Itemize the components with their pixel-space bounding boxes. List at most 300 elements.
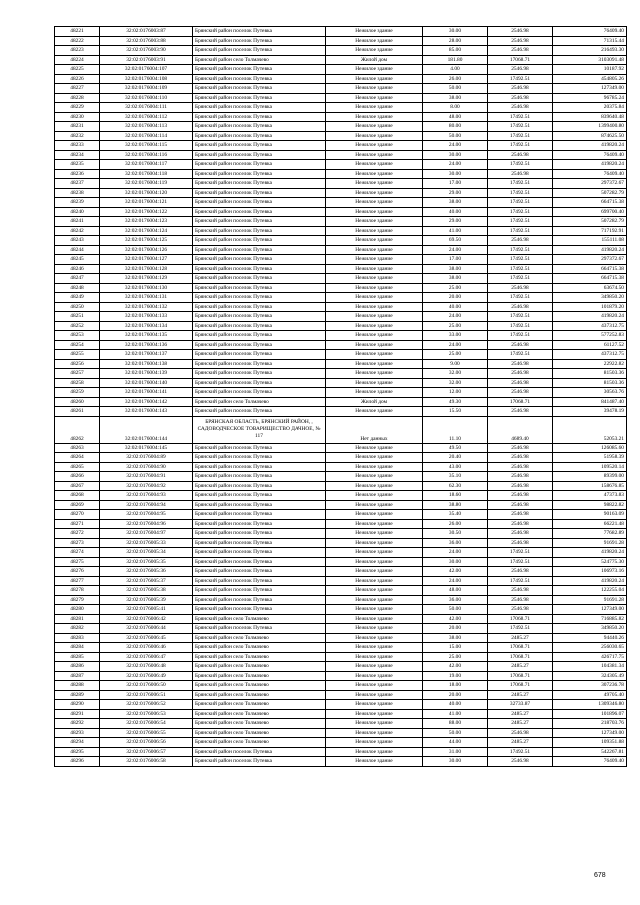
table-row: [55, 728, 627, 738]
table-row: [55, 188, 627, 198]
object-type-cell: Нежилое здание: [326, 605, 423, 615]
table-row: [55, 738, 627, 748]
cadastral-number-cell: 32:02:0176004:96: [100, 519, 193, 529]
table-row: [55, 643, 627, 653]
cadastral-rate-cell: 2546.98: [488, 529, 553, 539]
object-type-cell: Нежилое здание: [326, 27, 423, 37]
cadastral-value-cell: 127349.00: [553, 605, 627, 615]
table-row: [55, 217, 627, 227]
cadastral-value-cell: 349850.20: [553, 293, 627, 303]
table-row: [55, 340, 627, 350]
row-number-cell: 48258: [55, 378, 100, 388]
area-cell: 42.00: [423, 614, 488, 624]
row-number-cell: 48272: [55, 529, 100, 539]
cadastral-rate-cell: 2546.98: [488, 302, 553, 312]
cadastral-rate-cell: 2546.98: [488, 443, 553, 453]
row-number-cell: 48286: [55, 662, 100, 672]
cadastral-value-cell: 122255.04: [553, 586, 627, 596]
object-type-cell: Нежилое здание: [326, 122, 423, 132]
row-number-cell: 48266: [55, 472, 100, 482]
table-row: [55, 359, 627, 369]
cadastral-rate-cell: 2546.98: [488, 359, 553, 369]
row-number-cell: 48270: [55, 510, 100, 520]
cadastral-value-cell: 349850.20: [553, 624, 627, 634]
object-type-cell: Нежилое здание: [326, 538, 423, 548]
cadastral-number-cell: 32:02:0176004:117: [100, 160, 193, 170]
cadastral-value-cell: 127349.00: [553, 728, 627, 738]
cadastral-value-cell: 524775.30: [553, 557, 627, 567]
cadastral-number-cell: 32:02:0176004:137: [100, 350, 193, 360]
cadastral-number-cell: 32:02:0176004:128: [100, 264, 193, 274]
area-cell: 31.00: [423, 747, 488, 757]
cadastral-number-cell: 32:02:0176006:54: [100, 719, 193, 729]
cadastral-rate-cell: 2546.98: [488, 103, 553, 113]
cadastral-rate-cell: 2546.98: [488, 340, 553, 350]
cadastral-number-cell: 32:02:0176004:91: [100, 472, 193, 482]
area-cell: 85.00: [423, 46, 488, 56]
cadastral-number-cell: 32:02:0176004:139: [100, 369, 193, 379]
row-number-cell: 48296: [55, 757, 100, 767]
cadastral-value-cell: 61127.52: [553, 340, 627, 350]
table-row: [55, 312, 627, 322]
cadastral-number-cell: 32:02:0176006:47: [100, 652, 193, 662]
object-type-cell: Нет данных: [326, 416, 423, 443]
row-number-cell: 48232: [55, 131, 100, 141]
row-number-cell: 48221: [55, 27, 100, 37]
address-cell: Брянский район поселок Путевка: [193, 595, 326, 605]
object-type-cell: Нежилое здание: [326, 283, 423, 293]
cadastral-value-cell: 419820.24: [553, 160, 627, 170]
object-type-cell: Нежилое здание: [326, 169, 423, 179]
table-row: [55, 567, 627, 577]
table-row: [55, 160, 627, 170]
cadastral-value-cell: 101879.20: [553, 302, 627, 312]
table-row: [55, 700, 627, 710]
area-cell: 38.00: [423, 198, 488, 208]
cadastral-number-cell: 32:02:0176003:90: [100, 46, 193, 56]
cadastral-value-cell: 419820.24: [553, 576, 627, 586]
cadastral-rate-cell: 2546.98: [488, 491, 553, 501]
cadastral-number-cell: 32:02:0176004:97: [100, 529, 193, 539]
cadastral-value-cell: 71315.44: [553, 36, 627, 46]
area-cell: 38.80: [423, 500, 488, 510]
cadastral-rate-cell: 17492.51: [488, 179, 553, 189]
cadastral-value-cell: 109520.14: [553, 462, 627, 472]
table-row: [55, 397, 627, 407]
cadastral-value-cell: 22922.82: [553, 359, 627, 369]
cadastral-rate-cell: 17492.51: [488, 274, 553, 284]
area-cell: 29.00: [423, 188, 488, 198]
table-row: [55, 576, 627, 586]
address-cell: Брянский район поселок Путевка: [193, 141, 326, 151]
cadastral-rate-cell: 17492.51: [488, 264, 553, 274]
cadastral-rate-cell: 17492.51: [488, 624, 553, 634]
address-cell: БРЯНСКАЯ ОБЛАСТЬ, БРЯНСКИЙ РАЙОН, , САДОВОДЧЕСКОЕ ТОВАРИЩЕСТВО ДАЧНОЕ, № 117: [193, 416, 326, 443]
cadastral-rate-cell: 2546.98: [488, 27, 553, 37]
cadastral-rate-cell: 2546.98: [488, 595, 553, 605]
row-number-cell: 48226: [55, 74, 100, 84]
cadastral-value-cell: 324305.49: [553, 671, 627, 681]
cadastral-rate-cell: 17492.51: [488, 141, 553, 151]
object-type-cell: Нежилое здание: [326, 500, 423, 510]
table-row: [55, 179, 627, 189]
cadastral-number-cell: 32:02:0176004:119: [100, 179, 193, 189]
object-type-cell: Нежилое здание: [326, 150, 423, 160]
cadastral-rate-cell: 17492.51: [488, 350, 553, 360]
cadastral-number-cell: 32:02:0176004:123: [100, 217, 193, 227]
row-number-cell: 48234: [55, 150, 100, 160]
area-cell: 15.50: [423, 407, 488, 417]
cadastral-number-cell: 32:02:0176004:124: [100, 226, 193, 236]
object-type-cell: Нежилое здание: [326, 519, 423, 529]
row-number-cell: 48259: [55, 388, 100, 398]
cadastral-number-cell: 32:02:0176004:127: [100, 255, 193, 265]
cadastral-number-cell: 32:02:0176004:133: [100, 312, 193, 322]
address-cell: Брянский район поселок Путевка: [193, 567, 326, 577]
object-type-cell: Нежилое здание: [326, 359, 423, 369]
cadastral-rate-cell: 4689.40: [488, 416, 553, 443]
cadastral-number-cell: 32:02:0176005:33: [100, 538, 193, 548]
address-cell: Брянский район поселок Путевка: [193, 207, 326, 217]
table-row: [55, 757, 627, 767]
cadastral-number-cell: 32:02:0176005:41: [100, 605, 193, 615]
row-number-cell: 48241: [55, 217, 100, 227]
row-number-cell: 48289: [55, 690, 100, 700]
cadastral-rate-cell: 17492.51: [488, 312, 553, 322]
cadastral-value-cell: 297372.67: [553, 179, 627, 189]
cadastral-rate-cell: 17492.51: [488, 245, 553, 255]
address-cell: Брянский район поселок Путевка: [193, 369, 326, 379]
address-cell: Брянский район поселок Путевка: [193, 198, 326, 208]
address-cell: Брянский район поселок Путевка: [193, 331, 326, 341]
cadastral-number-cell: 32:02:0176004:125: [100, 236, 193, 246]
cadastral-number-cell: 32:02:0176004:145: [100, 443, 193, 453]
cadastral-number-cell: 32:02:0176004:130: [100, 283, 193, 293]
table-row: [55, 633, 627, 643]
object-type-cell: Нежилое здание: [326, 46, 423, 56]
address-cell: Брянский район поселок Путевка: [193, 283, 326, 293]
address-cell: Брянский район поселок Путевка: [193, 557, 326, 567]
cadastral-rate-cell: 2546.98: [488, 169, 553, 179]
object-type-cell: Нежилое здание: [326, 747, 423, 757]
table-row: [55, 416, 627, 443]
row-number-cell: 48265: [55, 462, 100, 472]
address-cell: Брянский район поселок Путевка: [193, 586, 326, 596]
area-cell: 43.00: [423, 462, 488, 472]
row-number-cell: 48282: [55, 624, 100, 634]
area-cell: 40.00: [423, 207, 488, 217]
cadastral-value-cell: 47373.83: [553, 491, 627, 501]
object-type-cell: Нежилое здание: [326, 179, 423, 189]
cadastral-value-cell: 841487.40: [553, 397, 627, 407]
table-row: [55, 274, 627, 284]
area-cell: 88.00: [423, 719, 488, 729]
cadastral-number-cell: 32:02:0176006:42: [100, 614, 193, 624]
table-row: [55, 605, 627, 615]
address-cell: Брянский район село Толмачево: [193, 719, 326, 729]
cadastral-number-cell: 32:02:0176004:138: [100, 359, 193, 369]
object-type-cell: Нежилое здание: [326, 407, 423, 417]
cadastral-value-cell: 874625.50: [553, 131, 627, 141]
address-cell: Брянский район поселок Путевка: [193, 312, 326, 322]
area-cell: 11.10: [423, 416, 488, 443]
area-cell: 24.00: [423, 548, 488, 558]
object-type-cell: Нежилое здание: [326, 36, 423, 46]
cadastral-rate-cell: 2546.98: [488, 93, 553, 103]
cadastral-rate-cell: 17068.71: [488, 671, 553, 681]
table-row: [55, 302, 627, 312]
cadastral-value-cell: 106973.16: [553, 567, 627, 577]
object-type-cell: Нежилое здание: [326, 709, 423, 719]
address-cell: Брянский район поселок Путевка: [193, 757, 326, 767]
address-cell: Брянский район поселок Путевка: [193, 359, 326, 369]
address-cell: Брянский район поселок Путевка: [193, 122, 326, 132]
cadastral-value-cell: 81503.36: [553, 378, 627, 388]
table-row: [55, 207, 627, 217]
table-row: [55, 500, 627, 510]
row-number-cell: 48229: [55, 103, 100, 113]
address-cell: Брянский район село Толмачево: [193, 738, 326, 748]
cadastral-number-cell: 32:02:0176004:113: [100, 122, 193, 132]
area-cell: 28.00: [423, 36, 488, 46]
object-type-cell: Нежилое здание: [326, 690, 423, 700]
cadastral-number-cell: 32:02:0176004:92: [100, 481, 193, 491]
table-row: [55, 662, 627, 672]
table-row: [55, 112, 627, 122]
row-number-cell: 48228: [55, 93, 100, 103]
object-type-cell: Нежилое здание: [326, 643, 423, 653]
area-cell: 62.30: [423, 481, 488, 491]
object-type-cell: Нежилое здание: [326, 321, 423, 331]
object-type-cell: Нежилое здание: [326, 624, 423, 634]
area-cell: 40.00: [423, 302, 488, 312]
cadastral-value-cell: 76409.40: [553, 27, 627, 37]
row-number-cell: 48222: [55, 36, 100, 46]
address-cell: Брянский район поселок Путевка: [193, 576, 326, 586]
row-number-cell: 48284: [55, 643, 100, 653]
cadastral-value-cell: 30563.76: [553, 388, 627, 398]
table-row: [55, 65, 627, 75]
address-cell: Брянский район поселок Путевка: [193, 103, 326, 113]
table-row: [55, 378, 627, 388]
cadastral-value-cell: 507282.79: [553, 188, 627, 198]
area-cell: 20.00: [423, 690, 488, 700]
table-row: [55, 122, 627, 132]
cadastral-number-cell: 32:02:0176004:107: [100, 65, 193, 75]
area-cell: 12.00: [423, 388, 488, 398]
table-row: [55, 595, 627, 605]
area-cell: 15.00: [423, 643, 488, 653]
address-cell: Брянский район село Толмачево: [193, 671, 326, 681]
cadastral-rate-cell: 2546.98: [488, 481, 553, 491]
area-cell: 38.00: [423, 274, 488, 284]
row-number-cell: 48237: [55, 179, 100, 189]
row-number-cell: 48277: [55, 576, 100, 586]
cadastral-value-cell: 76409.40: [553, 150, 627, 160]
table-row: [55, 481, 627, 491]
object-type-cell: Нежилое здание: [326, 217, 423, 227]
cadastral-value-cell: 91691.28: [553, 595, 627, 605]
cadastral-rate-cell: 17068.71: [488, 681, 553, 691]
table-row: [55, 719, 627, 729]
row-number-cell: 48224: [55, 55, 100, 65]
address-cell: Брянский район поселок Путевка: [193, 500, 326, 510]
cadastral-value-cell: 76409.40: [553, 169, 627, 179]
object-type-cell: Нежилое здание: [326, 226, 423, 236]
row-number-cell: 48243: [55, 236, 100, 246]
object-type-cell: Нежилое здание: [326, 738, 423, 748]
cadastral-rate-cell: 2546.98: [488, 46, 553, 56]
area-cell: 29.00: [423, 217, 488, 227]
area-cell: 4.00: [423, 65, 488, 75]
cadastral-number-cell: 32:02:0176005:39: [100, 595, 193, 605]
table-row: [55, 709, 627, 719]
row-number-cell: 48236: [55, 169, 100, 179]
table-row: [55, 369, 627, 379]
row-number-cell: 48239: [55, 198, 100, 208]
object-type-cell: Нежилое здание: [326, 131, 423, 141]
cadastral-rate-cell: 2546.98: [488, 36, 553, 46]
cadastral-number-cell: 32:02:0176004:131: [100, 293, 193, 303]
page-number: 678: [594, 872, 606, 879]
cadastral-number-cell: 32:02:0176004:126: [100, 245, 193, 255]
table-row: [55, 27, 627, 37]
area-cell: 48.00: [423, 586, 488, 596]
area-cell: 50.00: [423, 131, 488, 141]
row-number-cell: 48290: [55, 700, 100, 710]
object-type-cell: Нежилое здание: [326, 74, 423, 84]
table-row: [55, 84, 627, 94]
cadastral-rate-cell: 17492.51: [488, 188, 553, 198]
row-number-cell: 48233: [55, 141, 100, 151]
address-cell: Брянский район поселок Путевка: [193, 462, 326, 472]
row-number-cell: 48281: [55, 614, 100, 624]
area-cell: 25.00: [423, 321, 488, 331]
address-cell: Брянский район поселок Путевка: [193, 293, 326, 303]
address-cell: Брянский район село Толмачево: [193, 643, 326, 653]
cadastral-rate-cell: 2546.98: [488, 538, 553, 548]
row-number-cell: 48271: [55, 519, 100, 529]
cadastral-value-cell: 454805.26: [553, 74, 627, 84]
cadastral-value-cell: 437312.75: [553, 350, 627, 360]
cadastral-rate-cell: 17492.51: [488, 74, 553, 84]
cadastral-value-cell: 101896.07: [553, 709, 627, 719]
address-cell: Брянский район поселок Путевка: [193, 605, 326, 615]
cadastral-number-cell: 32:02:0176004:132: [100, 302, 193, 312]
address-cell: Брянский район поселок Путевка: [193, 274, 326, 284]
area-cell: 25.00: [423, 283, 488, 293]
area-cell: 42.00: [423, 567, 488, 577]
cadastral-number-cell: 32:02:0176004:135: [100, 331, 193, 341]
cadastral-value-cell: 218703.76: [553, 719, 627, 729]
cadastral-number-cell: 32:02:0176004:140: [100, 378, 193, 388]
table-row: [55, 538, 627, 548]
cadastral-value-cell: 716885.82: [553, 614, 627, 624]
cadastral-rate-cell: 2546.98: [488, 378, 553, 388]
cadastral-number-cell: 32:02:0176004:115: [100, 141, 193, 151]
object-type-cell: Нежилое здание: [326, 595, 423, 605]
area-cell: 18.60: [423, 491, 488, 501]
cadastral-value-cell: 127349.00: [553, 84, 627, 94]
cadastral-number-cell: 32:02:0176004:142: [100, 397, 193, 407]
area-cell: 19.00: [423, 671, 488, 681]
cadastral-number-cell: 32:02:0176006:58: [100, 757, 193, 767]
cadastral-number-cell: 32:02:0176005:37: [100, 576, 193, 586]
cadastral-number-cell: 32:02:0176003:91: [100, 55, 193, 65]
area-cell: 26.00: [423, 74, 488, 84]
table-row: [55, 236, 627, 246]
address-cell: Брянский район село Толмачево: [193, 728, 326, 738]
address-cell: Брянский район поселок Путевка: [193, 453, 326, 463]
row-number-cell: 48275: [55, 557, 100, 567]
table-row: [55, 131, 627, 141]
address-cell: Брянский район поселок Путевка: [193, 443, 326, 453]
cadastral-number-cell: 32:02:0176004:136: [100, 340, 193, 350]
cadastral-number-cell: 32:02:0176004:116: [100, 150, 193, 160]
cadastral-number-cell: 32:02:0176004:95: [100, 510, 193, 520]
area-cell: 42.00: [423, 662, 488, 672]
table-row: [55, 453, 627, 463]
row-number-cell: 48292: [55, 719, 100, 729]
row-number-cell: 48291: [55, 709, 100, 719]
object-type-cell: Нежилое здание: [326, 293, 423, 303]
cadastral-rate-cell: 17492.51: [488, 217, 553, 227]
row-number-cell: 48235: [55, 160, 100, 170]
cadastral-value-cell: 1309346.80: [553, 700, 627, 710]
address-cell: Брянский район поселок Путевка: [193, 529, 326, 539]
cadastral-rate-cell: 2546.98: [488, 728, 553, 738]
row-number-cell: 48251: [55, 312, 100, 322]
row-number-cell: 48230: [55, 112, 100, 122]
cadastral-rate-cell: 17492.51: [488, 557, 553, 567]
row-number-cell: 48250: [55, 302, 100, 312]
address-cell: Брянский район поселок Путевка: [193, 217, 326, 227]
object-type-cell: Нежилое здание: [326, 264, 423, 274]
cadastral-value-cell: 437312.75: [553, 321, 627, 331]
area-cell: 20.00: [423, 624, 488, 634]
cadastral-number-cell: 32:02:0176004:121: [100, 198, 193, 208]
object-type-cell: Нежилое здание: [326, 548, 423, 558]
object-type-cell: Нежилое здание: [326, 481, 423, 491]
table-row: [55, 510, 627, 520]
table-row: [55, 407, 627, 417]
object-type-cell: Нежилое здание: [326, 236, 423, 246]
address-cell: Брянский район поселок Путевка: [193, 340, 326, 350]
address-cell: Брянский район село Толмачево: [193, 690, 326, 700]
object-type-cell: Нежилое здание: [326, 586, 423, 596]
table-row: [55, 614, 627, 624]
address-cell: Брянский район поселок Путевка: [193, 112, 326, 122]
table-row: [55, 141, 627, 151]
row-number-cell: 48238: [55, 188, 100, 198]
address-cell: Брянский район поселок Путевка: [193, 65, 326, 75]
cadastral-rate-cell: 2546.98: [488, 510, 553, 520]
cadastral-value-cell: 76409.40: [553, 757, 627, 767]
object-type-cell: Нежилое здание: [326, 700, 423, 710]
object-type-cell: Нежилое здание: [326, 274, 423, 284]
table-row: [55, 529, 627, 539]
address-cell: Брянский район поселок Путевка: [193, 548, 326, 558]
area-cell: 32.00: [423, 369, 488, 379]
object-type-cell: Нежилое здание: [326, 652, 423, 662]
cadastral-rate-cell: 17492.51: [488, 331, 553, 341]
row-number-cell: 48252: [55, 321, 100, 331]
cadastral-rate-cell: 17492.51: [488, 207, 553, 217]
object-type-cell: Нежилое здание: [326, 472, 423, 482]
address-cell: Брянский район село Толмачево: [193, 662, 326, 672]
address-cell: Брянский район поселок Путевка: [193, 93, 326, 103]
table-row: [55, 624, 627, 634]
